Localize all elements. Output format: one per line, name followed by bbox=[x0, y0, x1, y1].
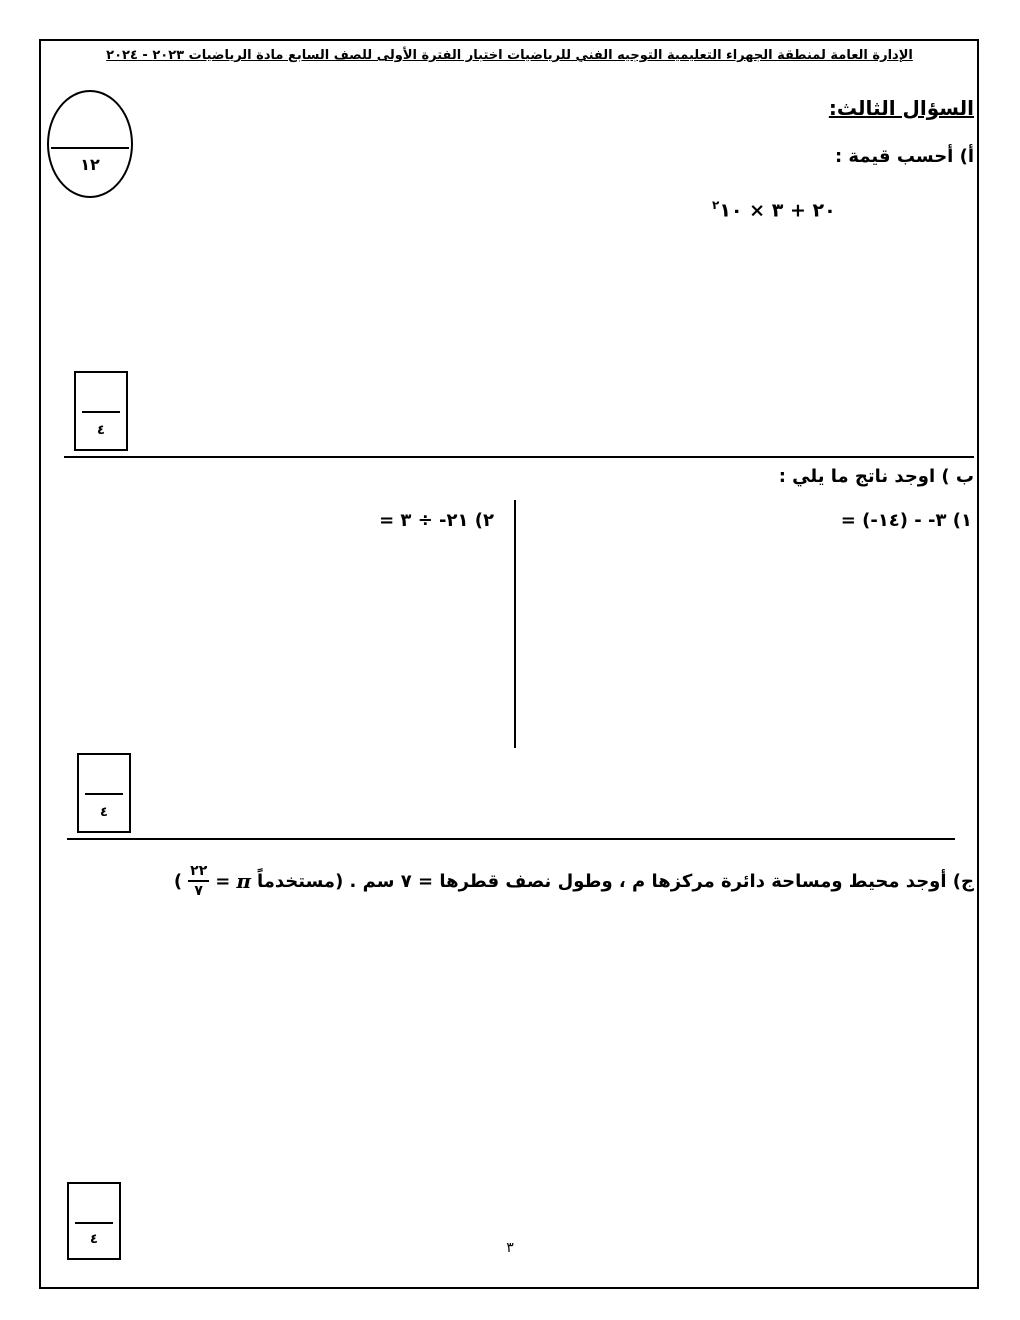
column-divider bbox=[514, 500, 516, 748]
section-divider bbox=[64, 456, 974, 458]
part-a-n1: ٣ bbox=[771, 199, 784, 222]
fraction-denominator: ٧ bbox=[194, 883, 203, 899]
part-a-prompt: أ) أحسب قيمة : bbox=[834, 146, 974, 167]
part-a-score-box bbox=[74, 371, 128, 451]
score-divider bbox=[75, 1222, 113, 1224]
part-c-equals: = bbox=[215, 870, 231, 892]
part-c-score-box bbox=[67, 1182, 121, 1260]
part-b-prompt: ب ) اوجد ناتج ما يلي : bbox=[778, 466, 974, 487]
part-c-close-paren: ) bbox=[173, 870, 183, 892]
part-c-score-value: ٤ bbox=[90, 1232, 98, 1247]
part-b-item-1: ١) ٣- - (١٤-) = bbox=[840, 510, 972, 531]
section-divider bbox=[67, 838, 955, 840]
part-a-n2: ٢٠ bbox=[812, 199, 836, 222]
score-divider bbox=[85, 793, 123, 795]
part-a-op1: × bbox=[749, 199, 766, 222]
question-title: السؤال الثالث: bbox=[828, 96, 974, 120]
pi-fraction bbox=[188, 864, 209, 898]
fraction-numerator: ٢٢ bbox=[188, 864, 209, 882]
part-b-score-value: ٤ bbox=[100, 805, 108, 820]
part-c-prompt: ج) أوجد محيط ومساحة دائرة مركزها م ، وطول نصف قطرها = ٧ سم . (مستخدماً bbox=[256, 870, 974, 892]
page-number: ٣ bbox=[506, 1240, 514, 1256]
page-border bbox=[39, 39, 979, 1289]
part-c-line bbox=[174, 864, 974, 898]
total-score-circle bbox=[47, 90, 133, 198]
part-b-score-box bbox=[77, 753, 131, 833]
pi-symbol: π bbox=[236, 869, 251, 893]
exam-header: الإدارة العامة لمنطقة الجهراء التعليمية التوجيه الفني للرياضيات اختبار الفترة الأولى للصف السابع مادة الرياضيات ٢٠٢٣ - ٢٠٢٤ bbox=[106, 48, 913, 63]
part-b-item-2: ٢) ٢١- ÷ ٣ = bbox=[379, 510, 494, 531]
score-divider bbox=[82, 411, 120, 413]
part-a-base: ١٠ bbox=[719, 199, 743, 222]
part-a-op2: + bbox=[789, 199, 806, 222]
part-a-score-value: ٤ bbox=[97, 423, 105, 438]
part-a-exponent: ٢ bbox=[712, 198, 720, 212]
score-divider bbox=[51, 147, 129, 149]
part-a-expression bbox=[712, 198, 836, 221]
total-score-value: ١٢ bbox=[80, 155, 100, 174]
